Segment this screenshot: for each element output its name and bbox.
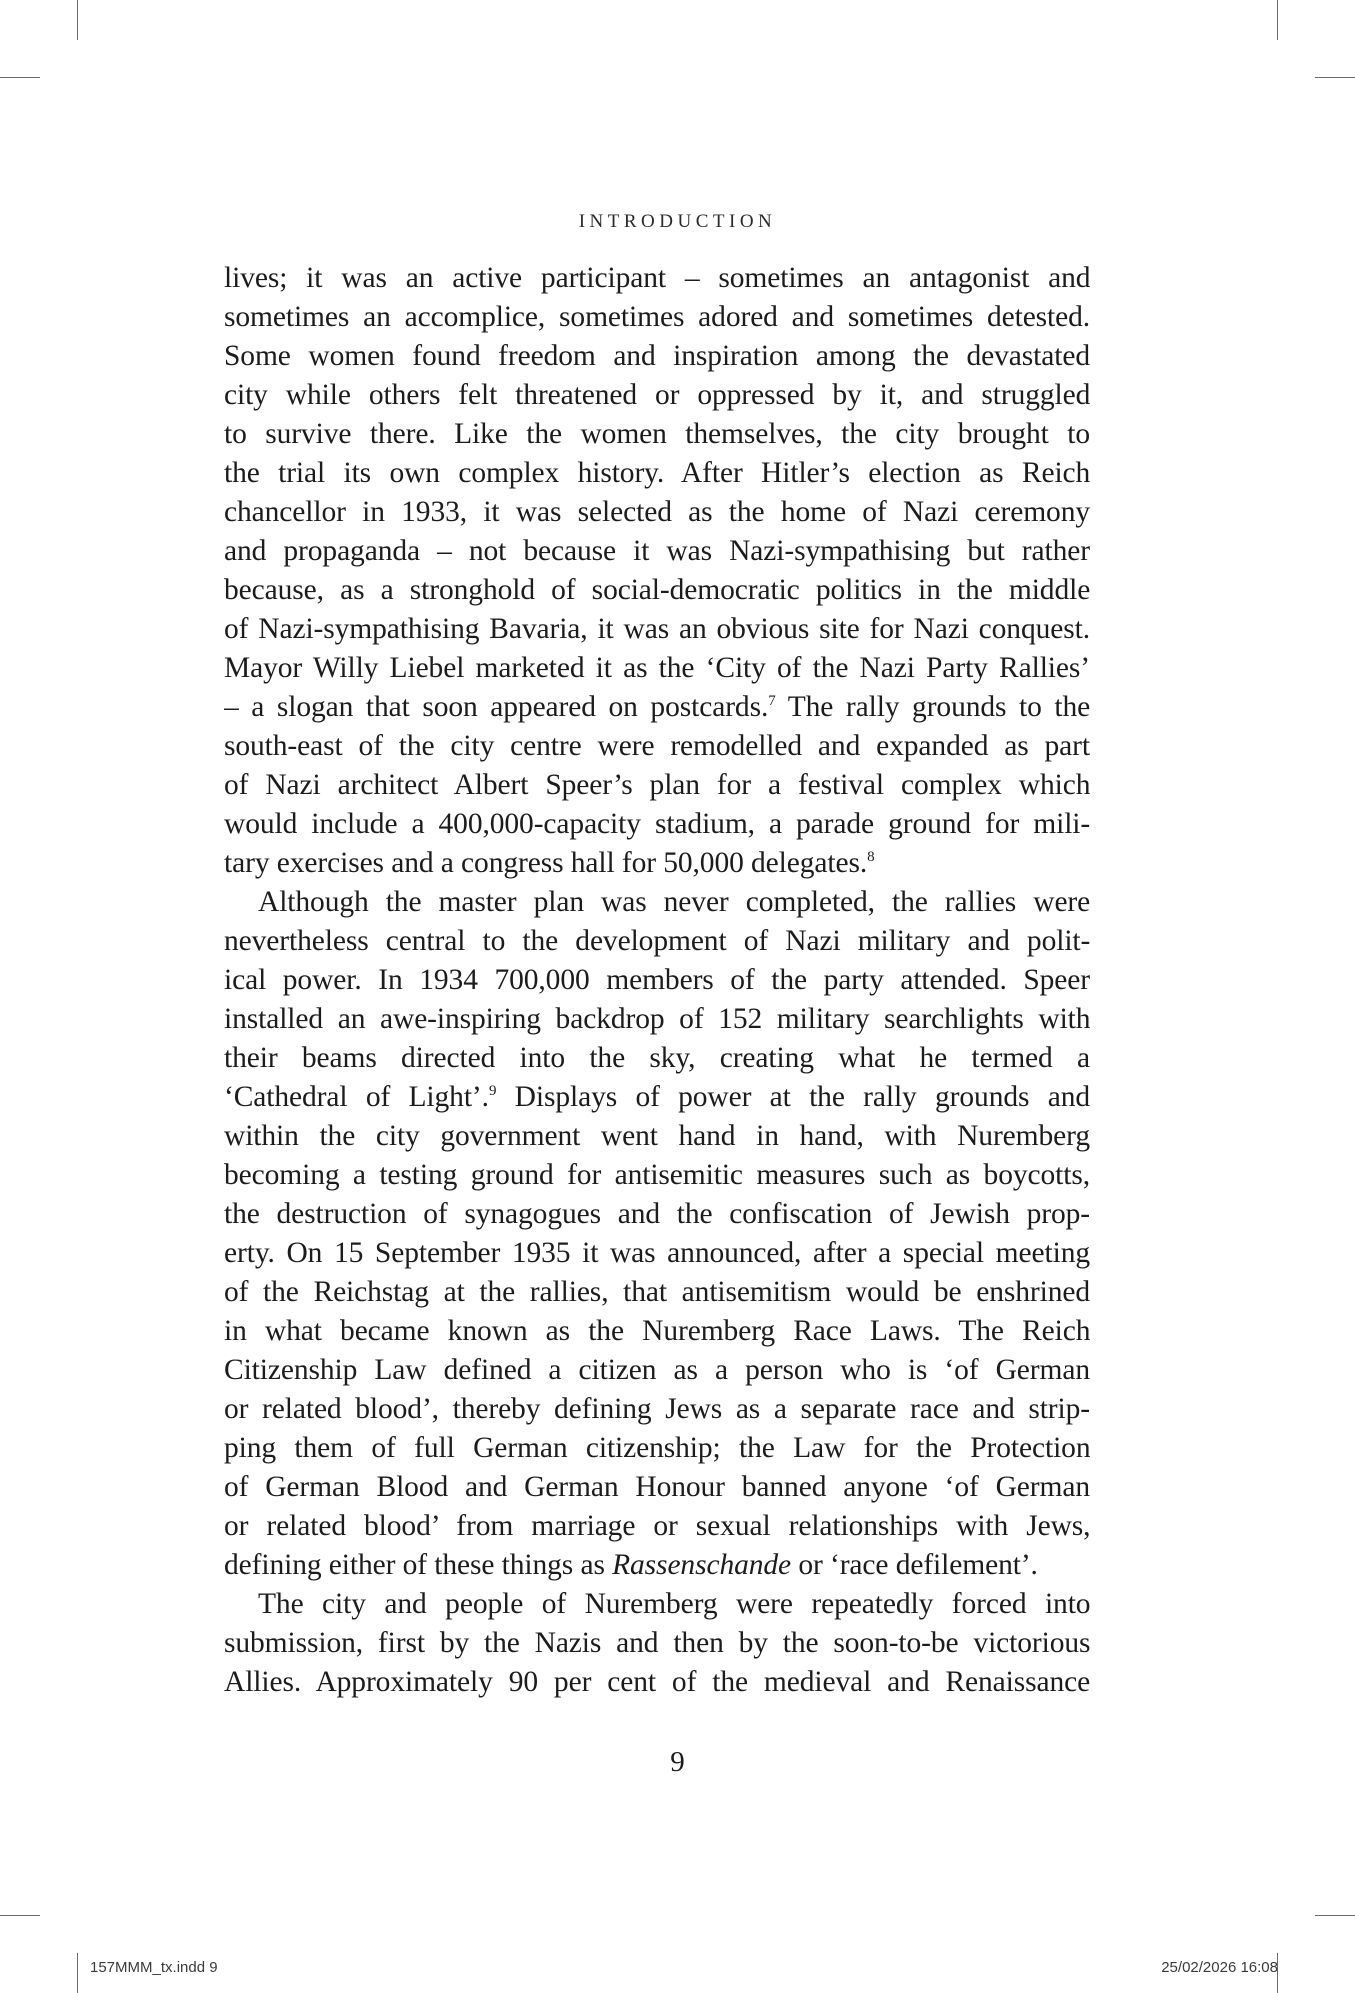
text-line: The city and people of Nuremberg were repeatedly forced into — [258, 1588, 1090, 1620]
text-line: city while others felt threatened or oppressed by it, and struggled — [224, 379, 1090, 411]
text-line: would include a 400,000-capacity stadium, a parade ground for mili- — [224, 808, 1090, 840]
text-line: Mayor Willy Liebel marketed it as the ‘City of the Nazi Party Rallies’ — [224, 652, 1090, 684]
text-line: ical power. In 1934 700,000 members of the party attended. Speer — [224, 964, 1090, 996]
text-line: submission, first by the Nazis and then by the soon-to-be victorious — [224, 1627, 1090, 1659]
text-line: ‘Cathedral of Light’.$^9$ Displays of power at the rally grounds and — [224, 1081, 1090, 1113]
text-line: within the city government went hand in hand, with Nuremberg — [224, 1120, 1090, 1152]
text-line: ping them of full German citizenship; the Law for the Protection — [224, 1432, 1090, 1464]
text-line: installed an awe-inspiring backdrop of 152 military searchlights with — [224, 1003, 1090, 1035]
text-line: sometimes an accomplice, sometimes adored and sometimes detested. — [224, 301, 1090, 333]
text-line: or related blood’, thereby defining Jews as a separate race and strip- — [224, 1393, 1090, 1425]
text-line: nevertheless central to the development of Nazi military and polit- — [224, 925, 1090, 957]
body-text — [224, 259, 1090, 1702]
text-line: south-east of the city centre were remodelled and expanded as part — [224, 730, 1090, 762]
footnote-ref[interactable]: 9 — [488, 1083, 497, 1099]
text-line: the destruction of synagogues and the confiscation of Jewish prop- — [224, 1198, 1090, 1230]
text-line: in what became known as the Nuremberg Race Laws. The Reich — [224, 1315, 1090, 1347]
text-line: of Nazi-sympathising Bavaria, it was an obvious site for Nazi conquest. — [224, 613, 1090, 645]
text-line: and propaganda – not because it was Nazi-sympathising but rather — [224, 535, 1090, 567]
text-line: of Nazi architect Albert Speer’s plan for a festival complex which — [224, 769, 1090, 801]
text-line: Although the master plan was never completed, the rallies were — [258, 886, 1090, 918]
crop-mark-bottom-left — [77, 1953, 78, 1993]
text-line: – a slogan that soon appeared on postcards.$^7$ The rally grounds to the — [224, 691, 1090, 723]
footnote-ref[interactable]: 7 — [768, 693, 776, 709]
crop-mark-bottom-left-h — [0, 1915, 40, 1916]
text-line: to survive there. Like the women themselves, the city brought to — [224, 418, 1090, 450]
text-line: tary exercises and a congress hall for 50,000 delegates.$^8$ — [224, 847, 875, 879]
paragraph — [224, 1585, 1090, 1702]
running-head: INTRODUCTION — [578, 211, 777, 232]
text-line: Citizenship Law defined a citizen as a person who is ‘of German — [224, 1354, 1090, 1386]
text-line: erty. On 15 September 1935 it was announced, after a special meeting — [224, 1237, 1090, 1269]
text-line: their beams directed into the sky, creating what he termed a — [224, 1042, 1090, 1074]
italic-term: Rassenschande — [612, 1549, 792, 1581]
text-line: of German Blood and German Honour banned anyone ‘of German — [224, 1471, 1090, 1503]
footnote-ref[interactable]: 8 — [867, 849, 875, 865]
text-line: becoming a testing ground for antisemitic measures such as boycotts, — [224, 1159, 1090, 1191]
crop-mark-top-left-h — [0, 77, 40, 78]
text-line: or related blood’ from marriage or sexual relationships with Jews, — [224, 1510, 1090, 1542]
text-line: Some women found freedom and inspiration among the devastated — [224, 340, 1090, 372]
crop-mark-bottom-right-h — [1315, 1915, 1355, 1916]
text-line: Allies. Approximately 90 per cent of the medieval and Renaissance — [224, 1666, 1090, 1698]
slug-file-name: 157MMM_tx.indd 9 — [90, 1959, 218, 1976]
page-number: 9 — [670, 1746, 685, 1778]
paragraph — [224, 883, 1090, 1585]
crop-mark-top-right — [1277, 0, 1278, 40]
text-line: chancellor in 1933, it was selected as the home of Nazi ceremony — [224, 496, 1090, 528]
text-line: of the Reichstag at the rallies, that antisemitism would be enshrined — [224, 1276, 1090, 1308]
paragraph — [224, 259, 1090, 883]
text-line: lives; it was an active participant – sometimes an antagonist and — [224, 262, 1090, 294]
text-line: defining either of these things as Rassenschande or ‘race defilement’. — [224, 1549, 1038, 1581]
text-line: because, as a stronghold of social-democratic politics in the middle — [224, 574, 1090, 606]
crop-mark-top-left — [77, 0, 78, 40]
crop-mark-top-right-h — [1315, 77, 1355, 78]
text-line: the trial its own complex history. After Hitler’s election as Reich — [224, 457, 1090, 489]
slug-datetime: 25/02/2026 16:08 — [1161, 1959, 1278, 1976]
